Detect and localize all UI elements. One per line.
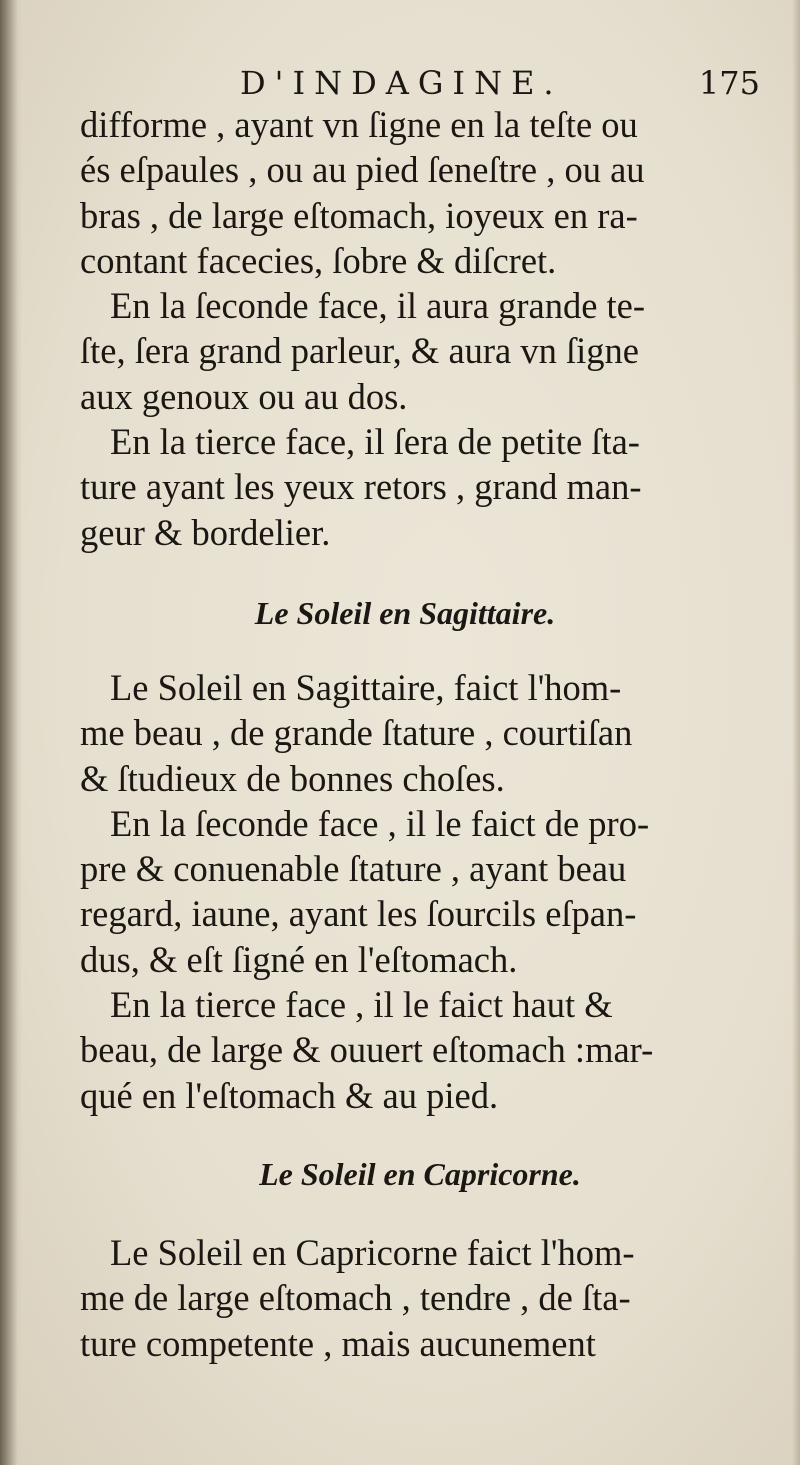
- running-title: D'INDAGINE.: [240, 64, 563, 102]
- page-number: 175: [698, 64, 760, 102]
- text-line: geur & bordelier.: [80, 511, 331, 553]
- text-line: En la ſeconde face, il aura grande te-: [110, 285, 646, 327]
- text-line: me de large eſtomach , tendre , de ſta-: [80, 1277, 631, 1319]
- page-gutter-shadow: [0, 0, 22, 1465]
- paragraph: [80, 801, 760, 982]
- text-line: ſte, ſera grand parleur, & aura vn ſigne: [80, 330, 639, 372]
- text-line: En la tierce face, il ſera de petite ſta-: [110, 421, 640, 463]
- text-line: ture ayant les yeux retors , grand man-: [80, 466, 642, 508]
- text-line: bras , de large eſtomach, ioyeux en ra-: [80, 194, 638, 236]
- text-line: difforme , ayant vn ſigne en la teſte ou: [80, 104, 638, 145]
- text-line: Le Soleil en Sagittaire, faict l'hom-: [110, 666, 622, 708]
- page-edge-shadow: [792, 0, 800, 1465]
- text-line: és eſpaules , ou au pied ſeneſtre , ou au: [80, 149, 645, 191]
- text-line: ture competente , mais aucunement: [80, 1322, 596, 1364]
- section-heading-sagittaire: Le Soleil en Sagittaire.: [254, 594, 556, 631]
- text-line: En la tierce face , il le faict haut &: [110, 984, 613, 1026]
- text-block: [80, 58, 760, 1366]
- text-line: aux genoux ou au dos.: [80, 375, 408, 417]
- paragraph: [80, 419, 760, 555]
- paragraph: [80, 665, 760, 801]
- text-line: beau, de large & ouuert eſtomach :mar-: [80, 1029, 654, 1071]
- paragraph: [80, 102, 760, 283]
- section-heading-capricorne: Le Soleil en Capricorne.: [259, 1155, 581, 1192]
- text-line: & ſtudieux de bonnes choſes.: [80, 757, 505, 799]
- paragraph: [80, 1230, 760, 1366]
- text-line: dus, & eſt ſigné en l'eſtomach.: [80, 938, 518, 980]
- paragraph: [80, 283, 760, 419]
- text-line: Le Soleil en Capricorne faict l'hom-: [110, 1231, 635, 1273]
- text-line: pre & conuenable ſtature , ayant beau: [80, 848, 627, 890]
- text-line: regard, iaune, ayant les ſourcils eſpan-: [80, 893, 637, 935]
- text-line: contant facecies, ſobre & diſcret.: [80, 239, 557, 281]
- text-line: me beau , de grande ſtature , courtiſan: [80, 712, 633, 754]
- text-line: En la ſeconde face , il le faict de pro-: [110, 802, 650, 844]
- paragraph: [80, 982, 760, 1118]
- running-head: [80, 58, 760, 102]
- text-line: qué en l'eſtomach & au pied.: [80, 1074, 499, 1116]
